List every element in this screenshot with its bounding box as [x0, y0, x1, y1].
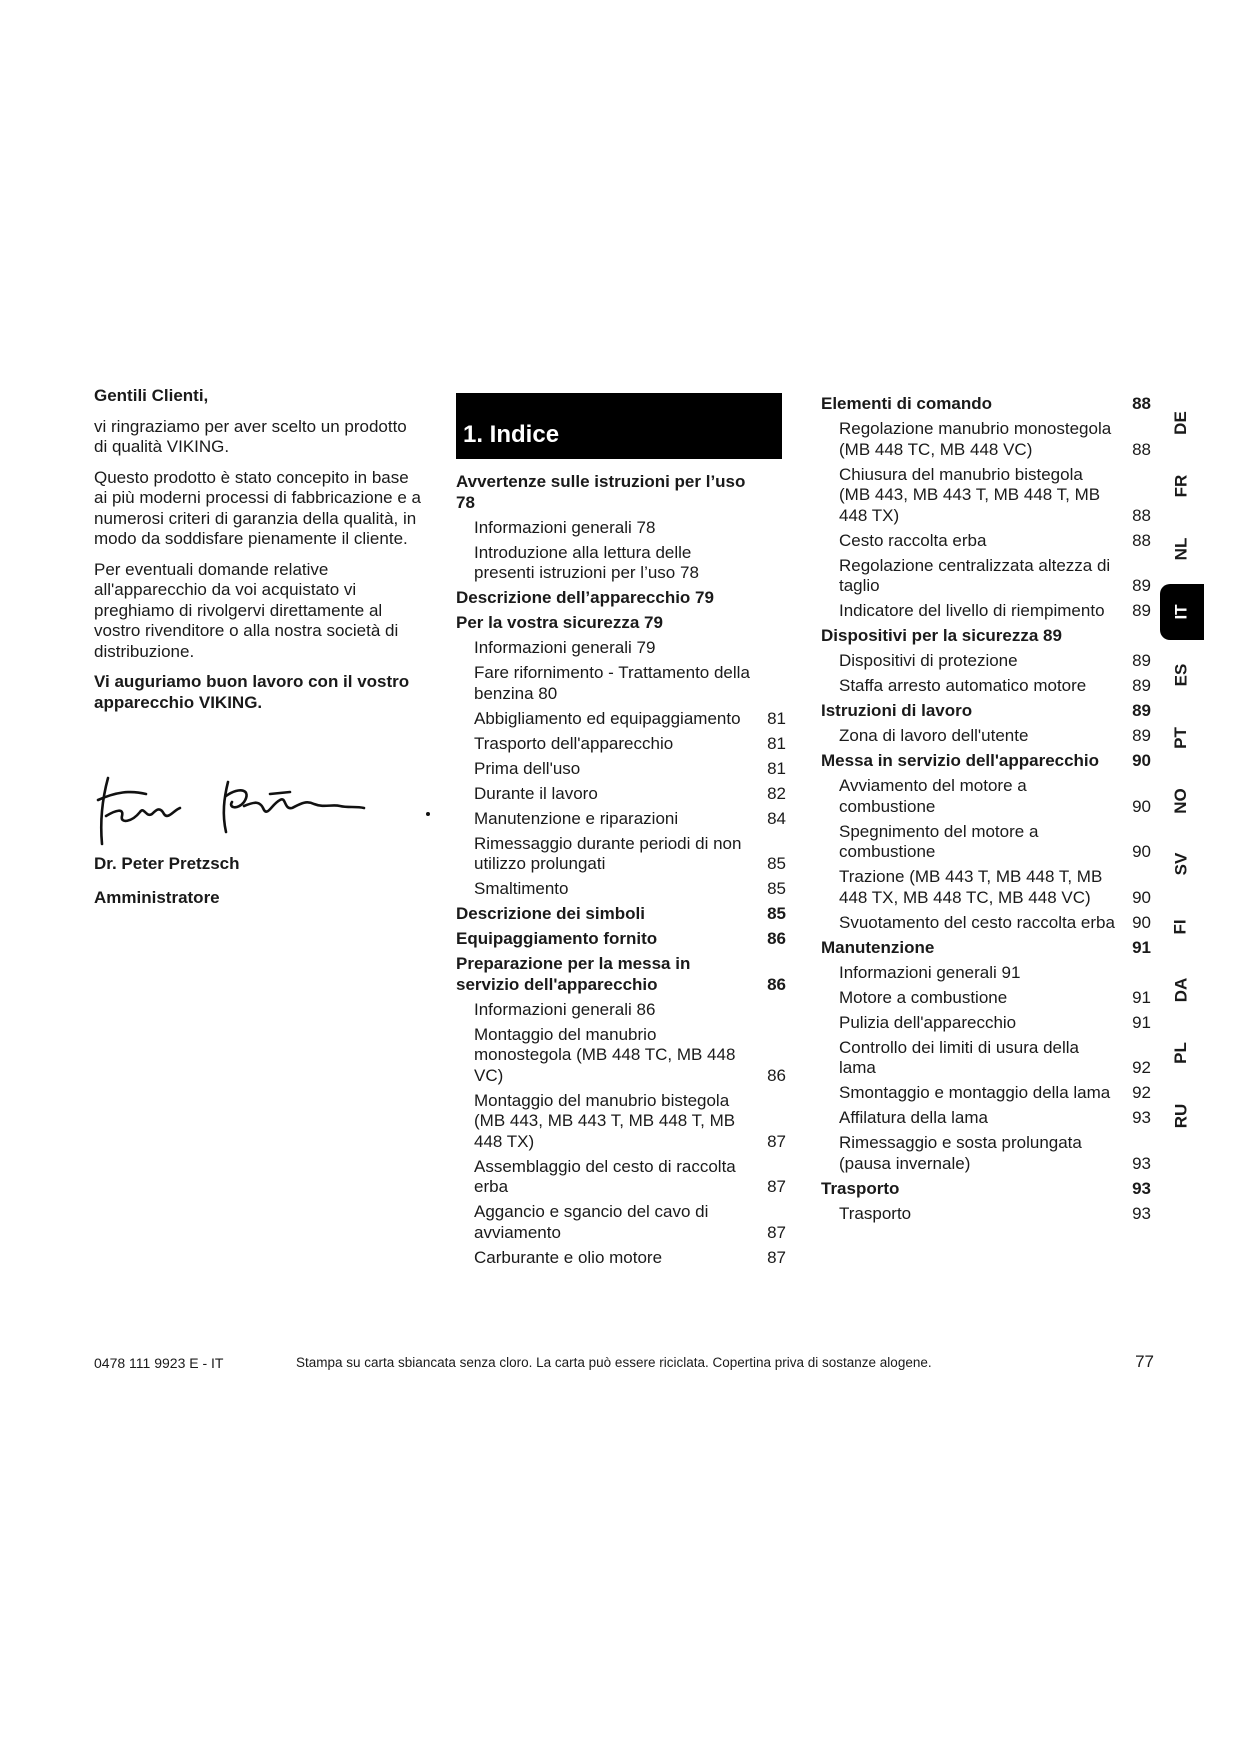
letter-paragraph: Questo prodotto è stato concepito in base ai più moderni processi di fabbricazione e a numerosi criteri di garanzia della qualità, in modo da soddisfare pienamente il cliente. [94, 467, 421, 548]
document-code: 0478 111 9923 E - IT [94, 1355, 224, 1371]
toc-entry-title: Abbigliamento ed equipaggiamento [474, 708, 741, 728]
toc-entry-page: 81 [767, 708, 786, 728]
toc-entry-title: Fare rifornimento - Trattamento della benzina 80 [474, 663, 750, 703]
toc-entry-title: Regolazione centralizzata altezza di taglio [839, 555, 1111, 595]
toc-entry-page: 86 [767, 929, 786, 948]
language-tab-label: IT [1171, 604, 1191, 620]
toc-subsection-entry [821, 676, 1151, 697]
language-tab-it [1160, 584, 1204, 640]
toc-entry-page: 86 [767, 1065, 786, 1085]
toc-column-middle [456, 472, 786, 1273]
language-tab-label: PL [1170, 1042, 1190, 1064]
toc-entry-page: 92 [1132, 1058, 1151, 1077]
toc-entry-page: 88 [1132, 394, 1151, 413]
toc-entry-page: 87 [767, 1177, 786, 1196]
page-number: 77 [1135, 1352, 1154, 1371]
toc-entry-title: Indicatore del livello di riempimento [839, 601, 1105, 620]
toc-entry-title: Smontaggio e montaggio della lama [839, 1083, 1111, 1102]
toc-subsection-entry [456, 734, 786, 755]
language-tab-ru [1160, 1088, 1202, 1144]
toc-entry-title: Aggancio e sgancio del cavo di avviamento [474, 1202, 709, 1242]
toc-entry-title: Descrizione dei simboli [456, 904, 645, 923]
language-tab-pl [1160, 1025, 1202, 1081]
toc-entry-title: Descrizione dell’apparecchio 79 [456, 588, 714, 607]
toc-entry-page: 93 [1132, 1203, 1151, 1223]
welcome-letter [94, 386, 424, 723]
toc-section-entry [821, 701, 1151, 722]
toc-entry-title: Regolazione manubrio monostegola (MB 448 TC, MB 448 VC) [839, 419, 1112, 459]
handwritten-signature [94, 770, 434, 846]
toc-entry-page: 90 [1132, 751, 1151, 770]
toc-entry-page: 93 [1132, 1153, 1151, 1173]
toc-subsection-entry [821, 1204, 1151, 1225]
toc-entry-title: Trasporto [821, 1178, 900, 1198]
toc-entry-title: Manutenzione e riparazioni [474, 808, 679, 828]
toc-section-entry [821, 626, 1151, 647]
toc-entry-title: Per la vostra sicurezza 79 [456, 613, 663, 632]
toc-subsection-entry [456, 784, 786, 805]
toc-subsection-entry [821, 776, 1151, 817]
language-tab-label: DA [1171, 977, 1190, 1003]
toc-column-right [821, 394, 1151, 1229]
signer-name: Dr. Peter Pretzsch [94, 854, 240, 873]
toc-entry-page: 81 [767, 733, 786, 753]
page-footer [94, 1352, 1154, 1376]
toc-entry-page: 82 [767, 783, 786, 803]
toc-subsection-entry [821, 601, 1151, 622]
toc-entry-title: Introduzione alla lettura delle presenti istruzioni per l’uso 78 [474, 542, 699, 582]
language-tab-label: SV [1171, 852, 1190, 876]
toc-entry-page: 93 [1132, 1178, 1151, 1198]
toc-entry-title: Trazione (MB 443 T, MB 448 T, MB 448 TX, MB 448 TC, MB 448 VC) [839, 867, 1103, 907]
toc-entry-title: Prima dell'uso [474, 758, 581, 778]
toc-entry-title: Trasporto [839, 1203, 912, 1223]
toc-entry-title: Avviamento del motore a combustione [839, 776, 1027, 816]
toc-subsection-entry [821, 465, 1151, 527]
toc-entry-title: Dispositivi per la sicurezza 89 [821, 626, 1062, 645]
toc-entry-page: 90 [1132, 912, 1151, 932]
toc-entry-page: 90 [1132, 887, 1151, 907]
toc-entry-page: 91 [1132, 987, 1151, 1007]
toc-entry-page: 88 [1132, 439, 1151, 459]
language-tab-label: FR [1170, 474, 1190, 498]
toc-entry-page: 90 [1132, 796, 1151, 816]
toc-entry-page: 87 [767, 1131, 786, 1151]
toc-entry-title: Trasporto dell'apparecchio [474, 733, 674, 753]
toc-subsection-entry [821, 1013, 1151, 1034]
toc-entry-title: Montaggio del manubrio bistegola (MB 443, MB 443 T, MB 448 T, MB 448 TX) [474, 1090, 736, 1151]
toc-entry-page: 91 [1132, 937, 1151, 957]
toc-section-entry [456, 954, 786, 995]
toc-entry-page: 85 [767, 879, 786, 898]
letter-paragraph: vi ringraziamo per aver scelto un prodotto di qualità VIKING. [94, 416, 407, 456]
toc-entry-page: 84 [767, 808, 786, 828]
toc-subsection-entry [821, 726, 1151, 747]
toc-entry-title: Svuotamento del cesto raccolta erba [839, 912, 1115, 932]
toc-subsection-entry [821, 822, 1151, 863]
toc-entry-page: 89 [1132, 601, 1151, 620]
language-tab-no [1160, 773, 1202, 829]
toc-section-entry [821, 394, 1151, 415]
toc-subsection-entry [821, 1083, 1151, 1104]
toc-entry-title: Smaltimento [474, 879, 569, 898]
toc-subsection-entry [456, 1202, 786, 1243]
toc-subsection-entry [821, 988, 1151, 1009]
language-tab-label: NO [1171, 788, 1190, 814]
toc-entry-page: 85 [767, 904, 786, 923]
toc-section-entry [821, 938, 1151, 959]
toc-entry-page: 89 [1132, 576, 1151, 595]
toc-entry-page: 89 [1132, 726, 1151, 745]
toc-subsection-entry [821, 556, 1151, 597]
toc-entry-title: Montaggio del manubrio monostegola (MB 448 TC, MB 448 VC) [474, 1024, 736, 1085]
toc-subsection-entry [456, 663, 786, 704]
toc-entry-title: Rimessaggio e sosta prolungata (pausa invernale) [839, 1133, 1082, 1173]
language-tab-fi [1160, 899, 1202, 955]
paper-note: Stampa su carta sbiancata senza cloro. La carta può essere riciclata. Copertina priva di sostanze alogene. [296, 1355, 932, 1370]
toc-section-entry [456, 929, 786, 950]
toc-section-entry [821, 751, 1151, 772]
signer-role: Amministratore [94, 888, 220, 907]
language-tab-label: PT [1170, 727, 1190, 749]
language-tab-fr [1160, 458, 1202, 514]
language-tab-label: FI [1170, 919, 1190, 935]
toc-entry-title: Affilatura della lama [839, 1108, 988, 1127]
toc-subsection-entry [821, 531, 1151, 552]
toc-subsection-entry [456, 1248, 786, 1269]
language-tab-label: NL [1170, 537, 1190, 561]
toc-entry-title: Avvertenze sulle istruzioni per l’uso 78 [456, 472, 746, 512]
toc-subsection-entry [456, 834, 786, 875]
toc-subsection-entry [821, 419, 1151, 460]
toc-entry-title: Spegnimento del motore a combustione [839, 821, 1039, 861]
language-tab-nl [1160, 521, 1202, 577]
toc-entry-title: Messa in servizio dell'apparecchio [821, 751, 1100, 770]
toc-entry-title: Cesto raccolta erba [839, 530, 987, 550]
toc-entry-page: 87 [767, 1247, 786, 1267]
toc-entry-page: 92 [1132, 1083, 1151, 1102]
toc-subsection-entry [821, 913, 1151, 934]
toc-subsection-entry [456, 518, 786, 539]
toc-entry-page: 86 [767, 974, 786, 994]
toc-subsection-entry [456, 638, 786, 659]
toc-entry-title: Controllo dei limiti di usura della lama [839, 1037, 1080, 1077]
language-tab-da [1160, 962, 1202, 1018]
toc-entry-page: 88 [1132, 530, 1151, 550]
toc-entry-page: 85 [767, 854, 786, 873]
toc-entry-title: Assemblaggio del cesto di raccolta erba [474, 1156, 736, 1196]
toc-section-entry [821, 1179, 1151, 1200]
toc-entry-title: Carburante e olio motore [474, 1247, 663, 1267]
toc-subsection-entry [821, 651, 1151, 672]
toc-subsection-entry [456, 1091, 786, 1153]
toc-entry-page: 89 [1132, 676, 1151, 695]
toc-entry-page: 91 [1132, 1012, 1151, 1032]
toc-subsection-entry [456, 1157, 786, 1198]
letter-closing: Vi auguriamo buon lavoro con il vostro apparecchio VIKING. [94, 672, 410, 712]
language-tab-pt [1160, 710, 1202, 766]
toc-subsection-entry [456, 709, 786, 730]
language-tab-es [1160, 647, 1202, 703]
toc-section-entry [456, 472, 786, 513]
toc-entry-page: 89 [1132, 651, 1151, 670]
toc-section-entry [456, 613, 786, 634]
toc-entry-title: Dispositivi di protezione [839, 651, 1018, 670]
toc-entry-title: Preparazione per la messa in servizio dell'apparecchio [456, 954, 691, 994]
toc-entry-page: 90 [1132, 842, 1151, 861]
toc-entry-title: Istruzioni di lavoro [821, 701, 973, 720]
toc-subsection-entry [821, 1133, 1151, 1174]
toc-entry-title: Informazioni generali 86 [474, 999, 656, 1019]
toc-entry-title: Equipaggiamento fornito [456, 929, 658, 948]
toc-entry-title: Manutenzione [821, 937, 935, 957]
toc-entry-title: Informazioni generali 78 [474, 517, 656, 537]
letter-paragraph: Per eventuali domande relative all'apparecchio da voi acquistato vi preghiamo di rivolgervi direttamente al vostro rivenditore o alla nostra società di distribuzione. [94, 559, 399, 661]
toc-subsection-entry [456, 809, 786, 830]
language-tab-sv [1160, 836, 1202, 892]
toc-subsection-entry [821, 867, 1151, 908]
index-heading: 1. Indice [456, 393, 782, 459]
language-tab-label: ES [1171, 663, 1190, 687]
language-tab-label: DE [1171, 411, 1190, 435]
toc-subsection-entry [456, 1000, 786, 1021]
toc-subsection-entry [821, 1108, 1151, 1129]
language-tab-de [1160, 395, 1202, 451]
toc-entry-title: Rimessaggio durante periodi di non utilizzo prolungati [474, 833, 742, 873]
toc-entry-title: Durante il lavoro [474, 783, 598, 803]
toc-entry-page: 88 [1132, 505, 1151, 525]
toc-entry-page: 81 [767, 758, 786, 778]
toc-entry-title: Chiusura del manubrio bistegola (MB 443, MB 443 T, MB 448 T, MB 448 TX) [839, 464, 1101, 525]
toc-entry-page: 89 [1132, 701, 1151, 720]
toc-subsection-entry [456, 543, 786, 584]
letter-greeting: Gentili Clienti, [94, 386, 209, 405]
toc-subsection-entry [456, 759, 786, 780]
toc-entry-title: Staffa arresto automatico motore [839, 676, 1087, 695]
toc-subsection-entry [456, 1025, 786, 1087]
toc-entry-page: 87 [767, 1222, 786, 1242]
toc-subsection-entry [821, 1038, 1151, 1079]
toc-entry-title: Informazioni generali 79 [474, 638, 656, 657]
toc-section-entry [456, 588, 786, 609]
toc-entry-title: Motore a combustione [839, 987, 1008, 1007]
toc-entry-page: 93 [1132, 1108, 1151, 1127]
toc-entry-title: Elementi di comando [821, 394, 992, 413]
toc-subsection-entry [456, 879, 786, 900]
language-tab-label: RU [1171, 1103, 1190, 1129]
toc-entry-title: Zona di lavoro dell'utente [839, 726, 1029, 745]
toc-entry-title: Informazioni generali 91 [839, 962, 1021, 982]
toc-entry-title: Pulizia dell'apparecchio [839, 1012, 1017, 1032]
toc-subsection-entry [821, 963, 1151, 984]
toc-section-entry [456, 904, 786, 925]
